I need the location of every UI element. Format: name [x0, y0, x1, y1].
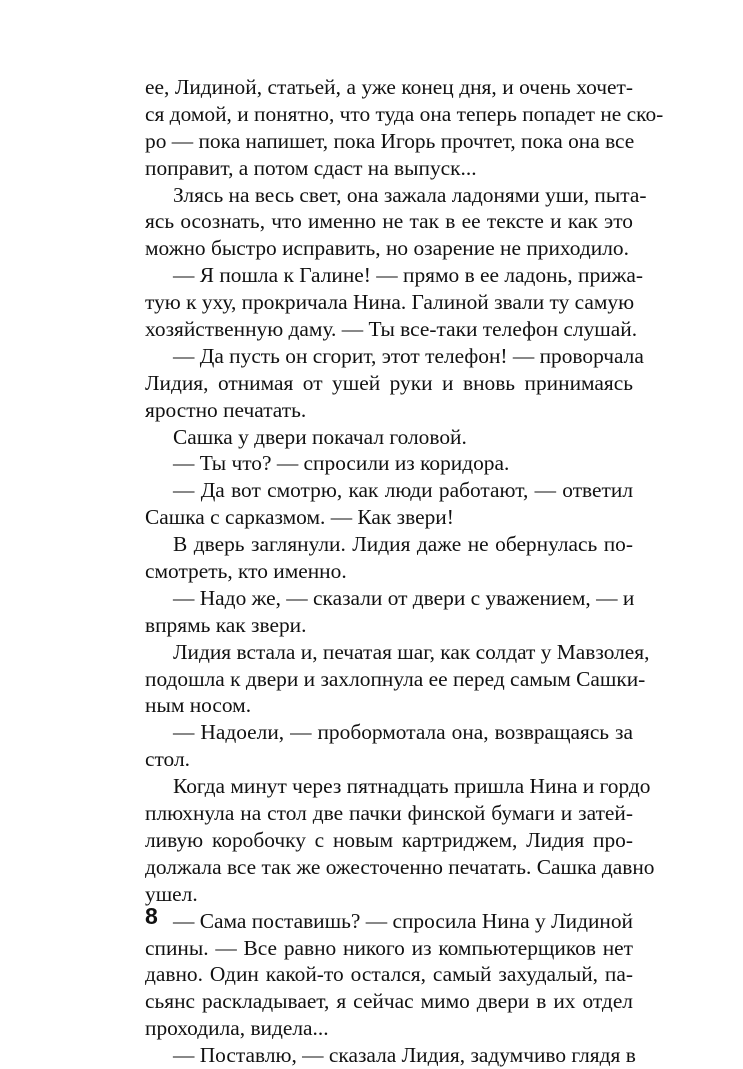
- body-text: [145, 74, 664, 1069]
- text-line: — Да пусть он сгорит, этот телефон! — проворчала: [173, 343, 644, 368]
- text-line: В дверь заглянули. Лидия даже не обернулась по-: [173, 532, 633, 557]
- text-line: впрямь как звери.: [145, 612, 307, 637]
- text-line: яростно печатать.: [145, 397, 307, 422]
- text-line: подошла к двери и захлопнула ее перед самым Сашки-: [145, 666, 646, 691]
- text-line: ся домой, и понятно, что туда она теперь попадет не ско-: [145, 101, 664, 126]
- text-line: поправит, а потом сдаст на выпуск...: [145, 155, 477, 180]
- text-line: ушел.: [145, 881, 198, 906]
- page-number: 8: [145, 903, 158, 929]
- text-line: смотреть, кто именно.: [145, 559, 347, 584]
- text-line: тую к уху, прокричала Нина. Галиной звали ту самую: [145, 290, 635, 315]
- text-line: Когда минут через пятнадцать пришла Нина и гордо: [173, 774, 651, 799]
- text-line: — Я пошла к Галине! — прямо в ее ладонь, прижа-: [173, 263, 643, 288]
- text-line: ро — пока напишет, пока Игорь прочтет, пока она все: [145, 128, 635, 153]
- text-line: сьянс раскладывает, я сейчас мимо двери в их отдел: [145, 989, 633, 1014]
- text-line: плюхнула на стол две пачки финской бумаги и затей-: [145, 801, 633, 826]
- text-line: Злясь на весь свет, она зажала ладонями уши, пыта-: [173, 182, 647, 207]
- text-line: стол.: [145, 747, 190, 772]
- text-line: хозяйственную даму. — Ты все-таки телефон слушай.: [145, 317, 638, 342]
- text-line: ливую коробочку с новым картриджем, Лидия про-: [145, 827, 633, 852]
- text-line: давно. Один какой-то остался, самый захудалый, па-: [145, 962, 633, 987]
- text-line: — Надоели, — пробормотала она, возвращаясь за: [173, 720, 633, 745]
- text-line: — Ты что? — спросили из коридора.: [173, 451, 510, 476]
- text-line: — Надо же, — сказали от двери с уважением, — и: [173, 585, 635, 610]
- text-line: Сашка у двери покачал головой.: [173, 424, 467, 449]
- text-line: Лидия, отнимая от ушей руки и вновь принимаясь: [145, 370, 633, 395]
- text-line: — Да вот смотрю, как люди работают, — ответил: [173, 478, 633, 503]
- text-line: спины. — Все равно никого из компьютерщиков нет: [145, 935, 633, 960]
- text-line: ее, Лидиной, статьей, а уже конец дня, и очень хочет-: [145, 75, 633, 99]
- text-line: можно быстро исправить, но озарение не приходило.: [145, 236, 629, 261]
- text-line: ным носом.: [145, 693, 252, 718]
- text-line: — Поставлю, — сказала Лидия, задумчиво глядя в: [173, 1043, 636, 1068]
- text-line: Лидия встала и, печатая шаг, как солдат у Мавзолея,: [173, 639, 650, 664]
- text-line: Сашка с сарказмом. — Как звери!: [145, 505, 454, 530]
- text-line: ясь осознать, что именно не так в ее тексте и как это: [145, 209, 633, 234]
- text-line: проходила, видела...: [145, 1016, 329, 1041]
- text-line: должала все так же ожесточенно печатать. Сашка давно: [145, 854, 655, 879]
- text-line: — Сама поставишь? — спросила Нина у Лидиной: [173, 908, 633, 933]
